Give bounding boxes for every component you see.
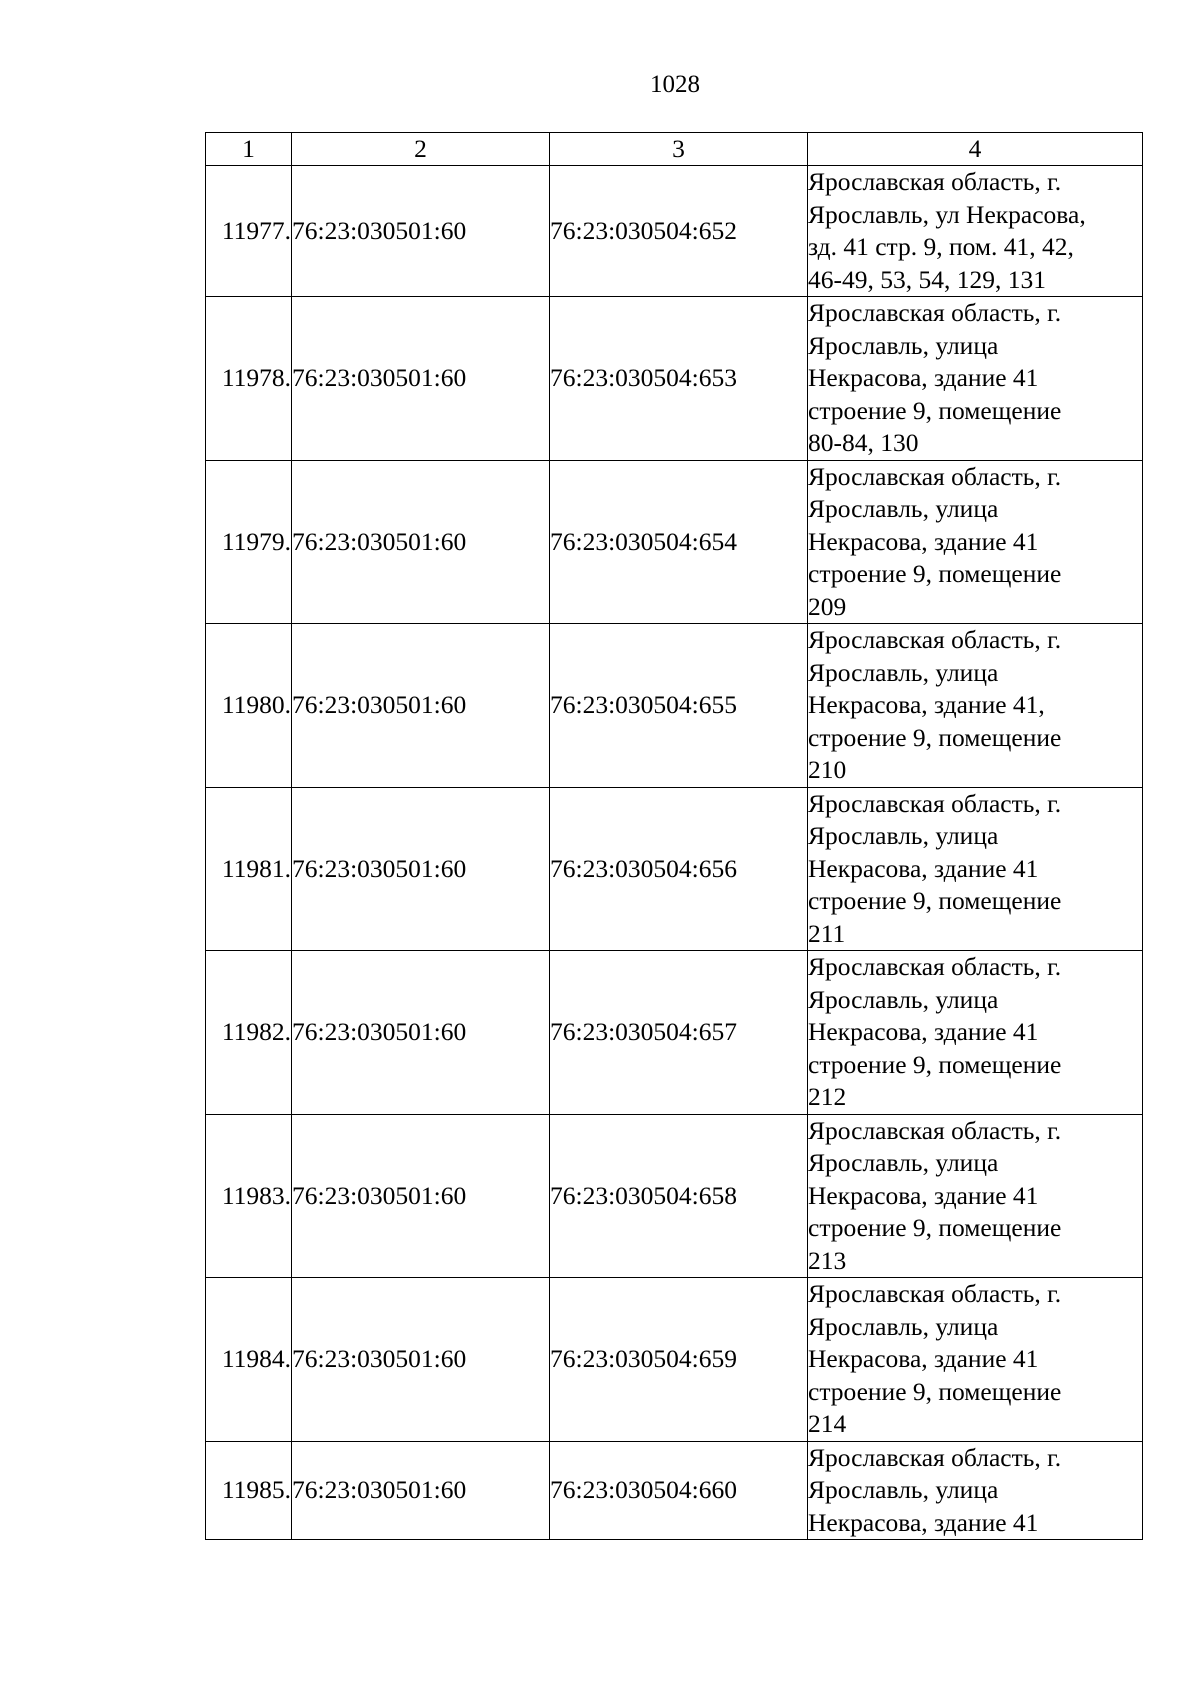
parcel-cadastral-number: 76:23:030501:60 xyxy=(292,297,550,461)
row-number: 11982. xyxy=(206,951,292,1115)
object-cadastral-number: 76:23:030504:653 xyxy=(550,297,808,461)
object-cadastral-number: 76:23:030504:660 xyxy=(550,1441,808,1540)
row-number: 11979. xyxy=(206,460,292,624)
table-row xyxy=(206,787,1143,951)
object-address: Ярославская область, г. Ярославль, улица Некрасова, здание 41 строение 9, помещение 211 xyxy=(808,787,1143,951)
object-address: Ярославская область, г. Ярославль, улица Некрасова, здание 41 строение 9, помещение 213 xyxy=(808,1114,1143,1278)
column-header-4: 4 xyxy=(808,133,1143,166)
object-address: Ярославская область, г. Ярославль, улица Некрасова, здание 41 строение 9, помещение 80-84, 130 xyxy=(808,297,1143,461)
row-number: 11980. xyxy=(206,624,292,788)
row-number: 11981. xyxy=(206,787,292,951)
object-cadastral-number: 76:23:030504:655 xyxy=(550,624,808,788)
parcel-cadastral-number: 76:23:030501:60 xyxy=(292,951,550,1115)
parcel-cadastral-number: 76:23:030501:60 xyxy=(292,624,550,788)
page-number: 1028 xyxy=(650,71,700,98)
registry-table xyxy=(205,132,1143,1540)
object-cadastral-number: 76:23:030504:656 xyxy=(550,787,808,951)
row-number: 11985. xyxy=(206,1441,292,1540)
object-address: Ярославская область, г. Ярославль, улица Некрасова, здание 41 xyxy=(808,1441,1143,1540)
table-row xyxy=(206,1278,1143,1442)
table-row xyxy=(206,951,1143,1115)
table-row xyxy=(206,166,1143,297)
object-address: Ярославская область, г. Ярославль, улица Некрасова, здание 41, строение 9, помещение 210 xyxy=(808,624,1143,788)
table-row xyxy=(206,1114,1143,1278)
object-address: Ярославская область, г. Ярославль, улица Некрасова, здание 41 строение 9, помещение 212 xyxy=(808,951,1143,1115)
table-header-row xyxy=(206,133,1143,166)
object-cadastral-number: 76:23:030504:652 xyxy=(550,166,808,297)
row-number: 11977. xyxy=(206,166,292,297)
table-row xyxy=(206,460,1143,624)
parcel-cadastral-number: 76:23:030501:60 xyxy=(292,460,550,624)
parcel-cadastral-number: 76:23:030501:60 xyxy=(292,166,550,297)
object-cadastral-number: 76:23:030504:659 xyxy=(550,1278,808,1442)
column-header-2: 2 xyxy=(292,133,550,166)
row-number: 11983. xyxy=(206,1114,292,1278)
parcel-cadastral-number: 76:23:030501:60 xyxy=(292,787,550,951)
parcel-cadastral-number: 76:23:030501:60 xyxy=(292,1441,550,1540)
object-address: Ярославская область, г. Ярославль, ул Некрасова, зд. 41 стр. 9, пом. 41, 42, 46-49, 53, 54, 129, 131 xyxy=(808,166,1143,297)
table-row xyxy=(206,297,1143,461)
column-header-3: 3 xyxy=(550,133,808,166)
object-address: Ярославская область, г. Ярославль, улица Некрасова, здание 41 строение 9, помещение 214 xyxy=(808,1278,1143,1442)
column-header-1: 1 xyxy=(206,133,292,166)
object-address: Ярославская область, г. Ярославль, улица Некрасова, здание 41 строение 9, помещение 209 xyxy=(808,460,1143,624)
table-row xyxy=(206,1441,1143,1540)
row-number: 11984. xyxy=(206,1278,292,1442)
row-number: 11978. xyxy=(206,297,292,461)
parcel-cadastral-number: 76:23:030501:60 xyxy=(292,1278,550,1442)
object-cadastral-number: 76:23:030504:658 xyxy=(550,1114,808,1278)
object-cadastral-number: 76:23:030504:657 xyxy=(550,951,808,1115)
parcel-cadastral-number: 76:23:030501:60 xyxy=(292,1114,550,1278)
table-row xyxy=(206,624,1143,788)
object-cadastral-number: 76:23:030504:654 xyxy=(550,460,808,624)
